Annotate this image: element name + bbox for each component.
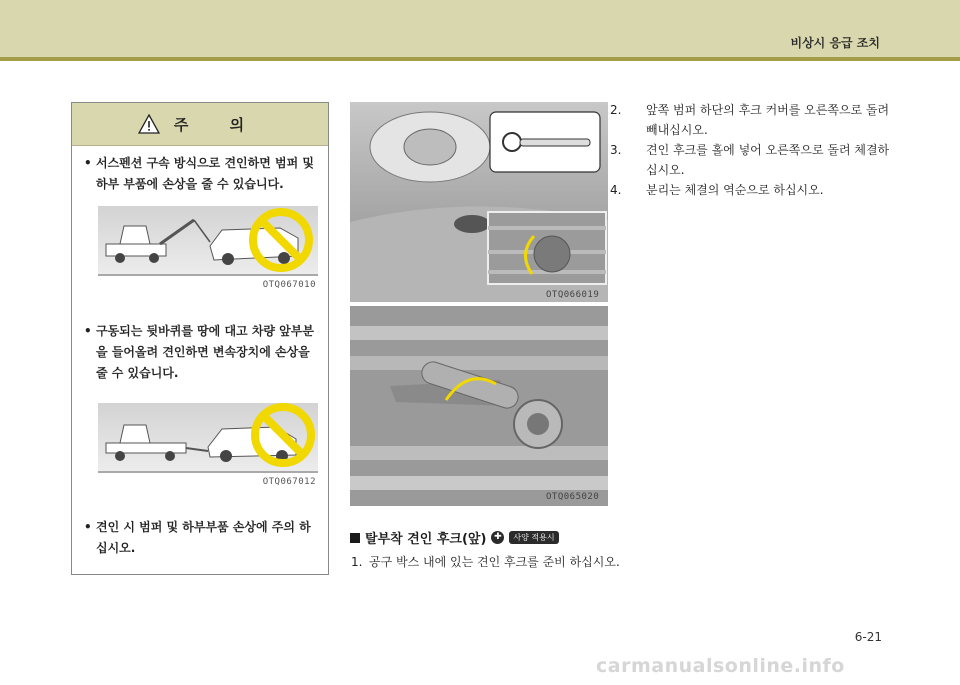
section-title: 탈부착 견인 후크(앞)	[365, 532, 487, 547]
bumper-photo-illustration	[350, 102, 608, 302]
caution-box	[71, 102, 329, 575]
illustration-suspension-tow	[98, 206, 318, 276]
page-number: 6-21	[854, 630, 882, 644]
hook-install-illustration	[350, 306, 608, 506]
option-badge: 사양 적용시	[509, 531, 558, 544]
step-item: 3. 견인 후크를 홀에 넣어 오른쪽으로 돌려 체결하십시오.	[610, 143, 890, 177]
illustration-front-lift-tow	[98, 403, 318, 473]
caution-header	[72, 103, 328, 146]
image-code: OTQ066019	[546, 290, 600, 300]
photo-front-bumper	[350, 102, 608, 302]
step-item: 4. 분리는 체결의 역순으로 하십시오.	[610, 183, 824, 197]
step-item: 2. 앞쪽 범퍼 하단의 후크 커버를 오른쪽으로 돌려 빼내십시오.	[610, 103, 890, 137]
tow-truck-lift-illustration	[98, 206, 318, 276]
tow-truck-front-lift-illustration	[98, 403, 318, 473]
caution-bullet: • 구동되는 뒷바퀴를 땅에 대고 차량 앞부분을 들어올려 견인하면 변속장치에 손상을 줄 수 있습니다.	[84, 324, 314, 380]
image-code: OTQ067010	[262, 280, 316, 290]
image-code: OTQ067012	[262, 477, 316, 487]
chapter-title: 비상시 응급 조치	[790, 36, 880, 50]
section-heading	[350, 528, 559, 547]
section-square-icon	[350, 533, 360, 543]
header-divider	[0, 57, 960, 61]
photo-tow-hook-installed	[350, 306, 608, 506]
warning-triangle-icon	[138, 114, 160, 134]
caution-title: 주 의	[173, 115, 263, 134]
watermark: carmanualsonline.info	[596, 655, 845, 677]
image-code: OTQ065020	[546, 492, 600, 502]
caution-bullet: • 견인 시 범퍼 및 하부부품 손상에 주의 하십시오.	[84, 520, 311, 555]
page-header	[0, 0, 960, 57]
step-item: 1. 공구 박스 내에 있는 견인 후크를 준비 하십시오.	[351, 555, 620, 569]
caution-bullet: • 서스펜션 구속 방식으로 견인하면 범퍼 및 하부 부품에 손상을 줄 수 있습니다.	[84, 156, 314, 191]
option-icon: ✚	[491, 531, 504, 544]
